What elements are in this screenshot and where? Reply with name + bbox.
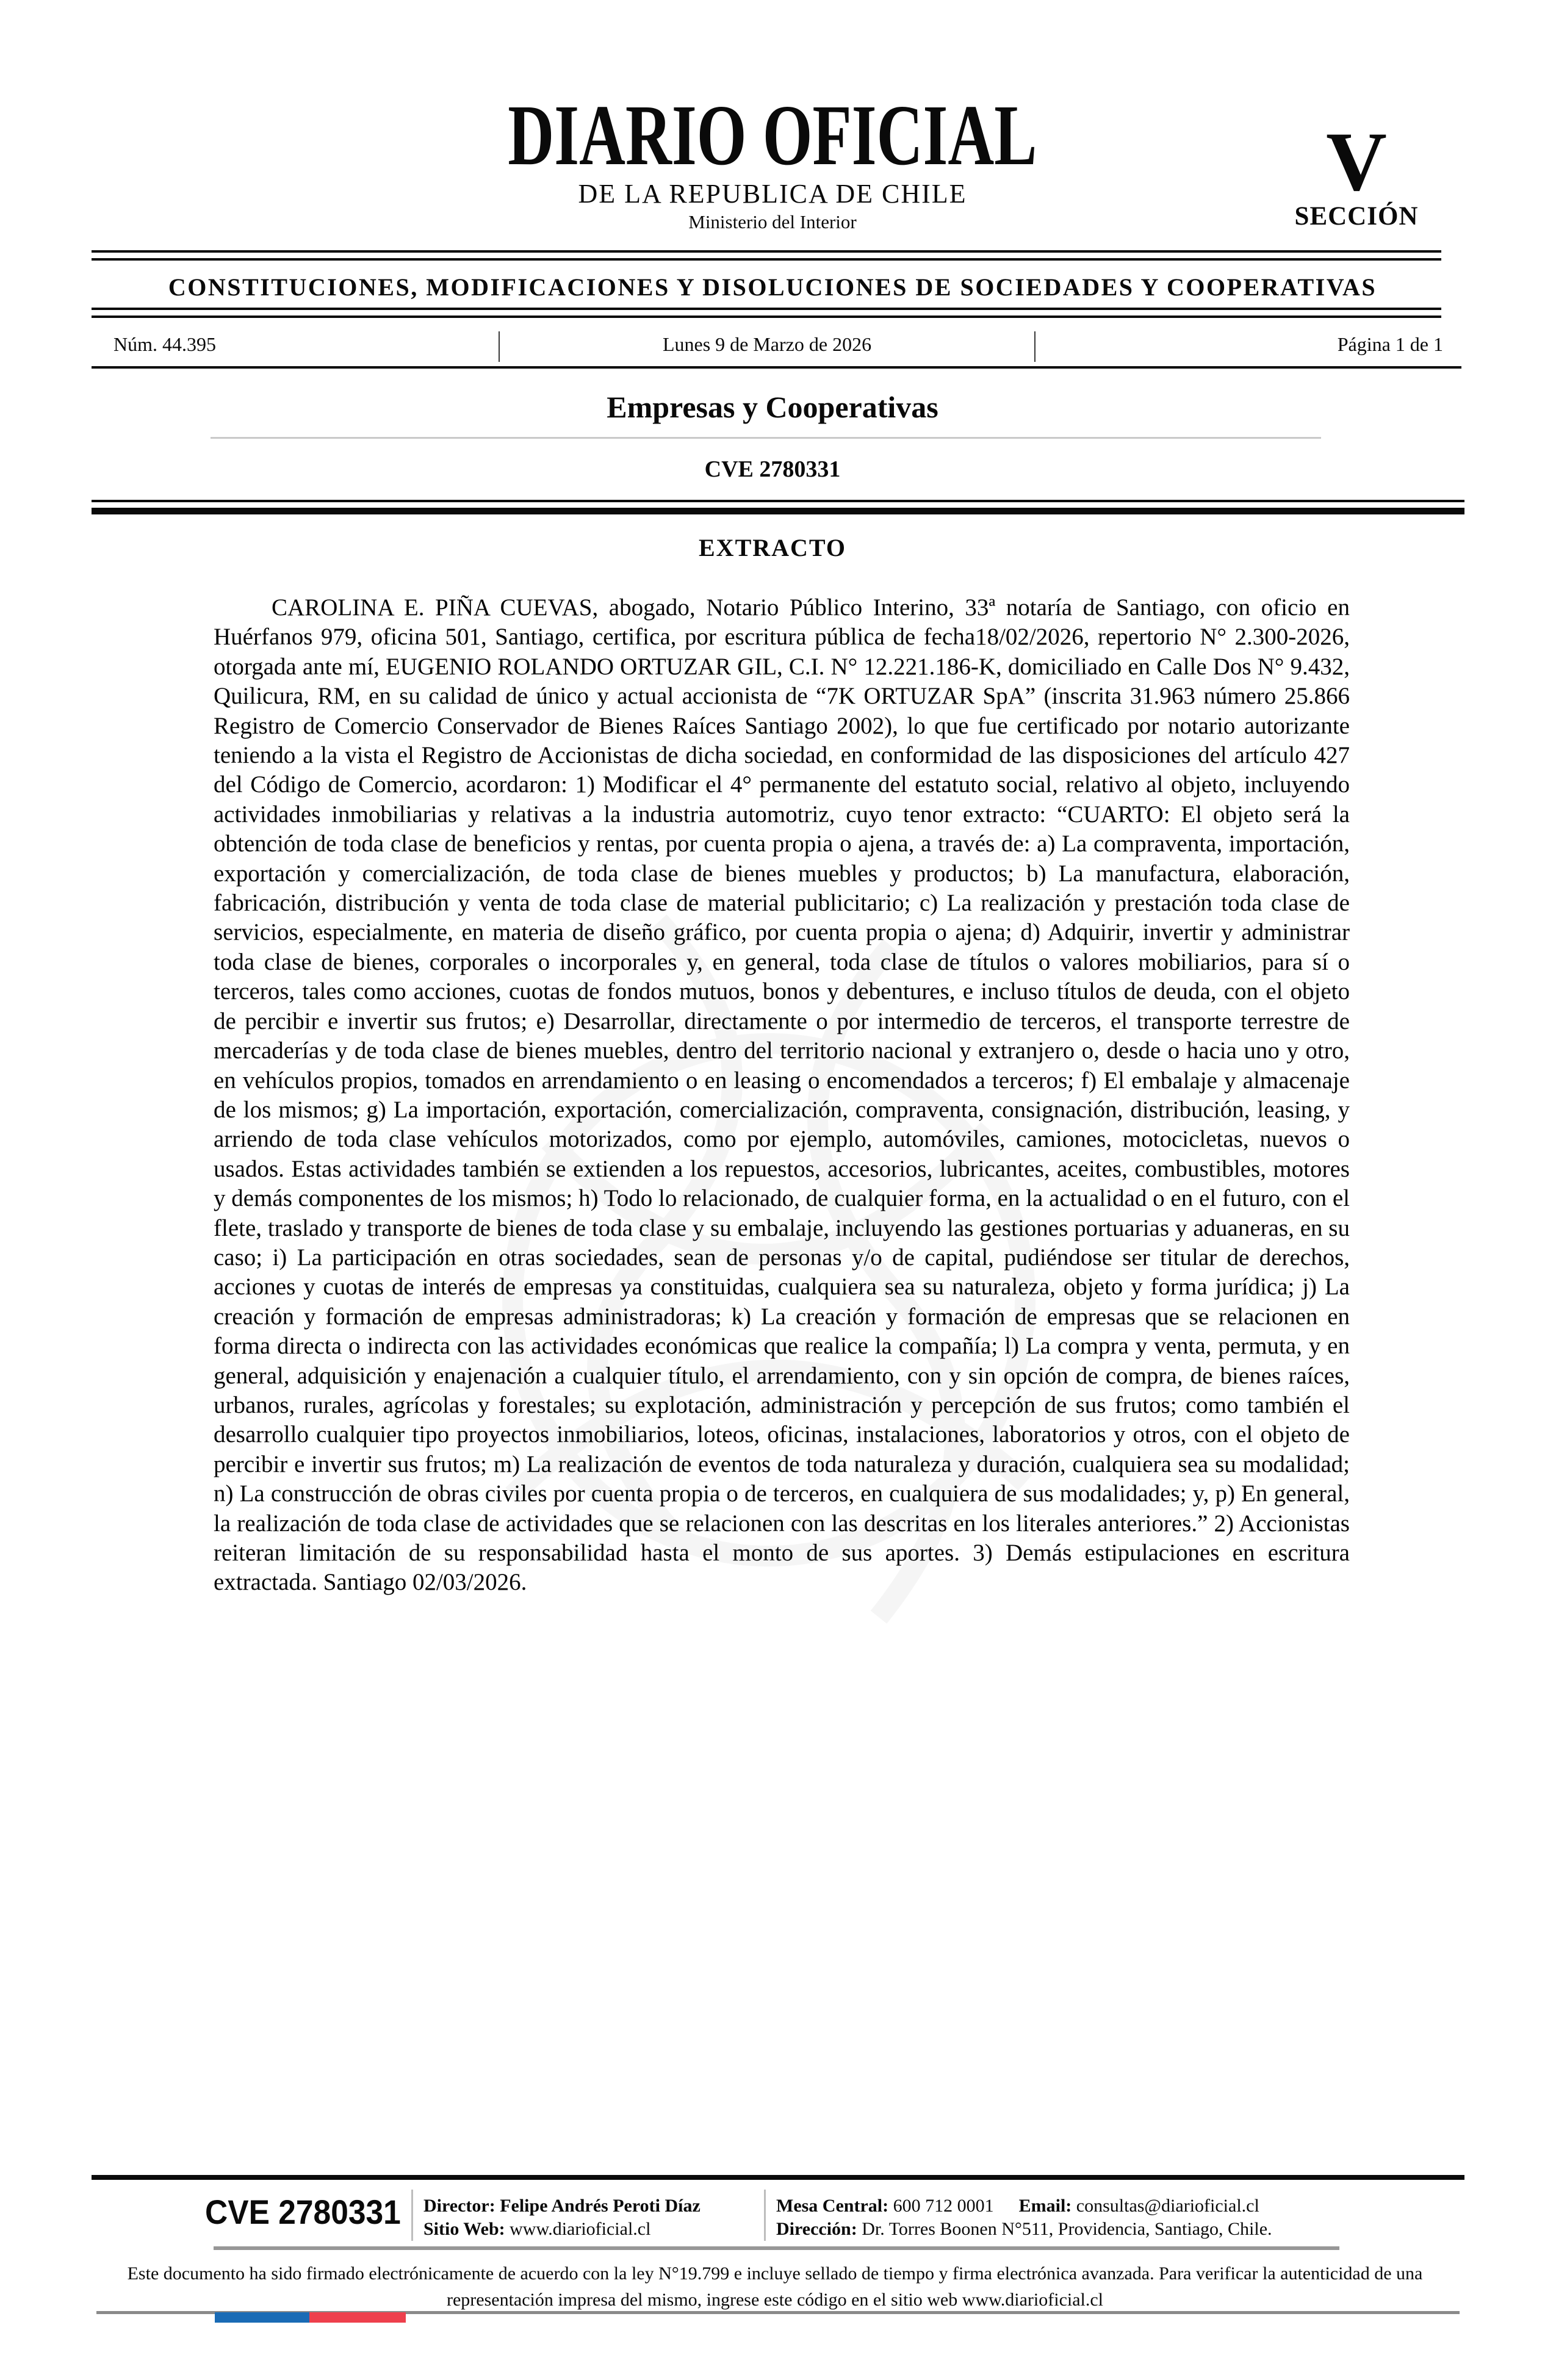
- flag-blue-bar: [215, 2312, 309, 2323]
- footer-director-value: Felipe Andrés Peroti Díaz: [500, 2196, 701, 2216]
- footer-top-rule: [92, 2175, 1464, 2180]
- footer-address-value: Dr. Torres Boonen N°511, Providencia, Santiago, Chile.: [862, 2219, 1272, 2239]
- footer-phone-value: 600 712 0001: [893, 2196, 994, 2216]
- category-title: Empresas y Cooperativas: [607, 390, 938, 424]
- meta-separator-right: [1034, 331, 1036, 362]
- footer-site-value: www.diarioficial.cl: [510, 2219, 651, 2239]
- page-indicator: Página 1 de 1: [1337, 333, 1443, 355]
- category-underline: [211, 437, 1321, 439]
- footer-address-line: [776, 2219, 1272, 2240]
- footer-phone-email-line: [776, 2196, 1259, 2216]
- section-numeral: V: [1326, 115, 1387, 208]
- footer-site-line: [423, 2219, 650, 2240]
- footer-site-label: Sitio Web:: [423, 2219, 505, 2239]
- header-rule-top-1: [92, 250, 1441, 253]
- header-rule-bottom-1: [92, 308, 1441, 310]
- masthead-title-text: DIARIO OFICIAL: [508, 87, 1037, 183]
- section-label: SECCIÓN: [1294, 202, 1419, 231]
- meta-bottom-rule: [92, 366, 1461, 369]
- extract-rule-thin: [92, 500, 1464, 502]
- masthead-ministry: Ministerio del Interior: [688, 211, 857, 233]
- footer-director-line: [423, 2196, 701, 2216]
- footer-phone-label: Mesa Central:: [776, 2196, 889, 2216]
- footer-mid-rule: [214, 2246, 1339, 2250]
- masthead-title: [92, 87, 1453, 183]
- masthead-subtitle: DE LA REPUBLICA DE CHILE: [578, 179, 967, 209]
- footer-address-label: Dirección:: [776, 2219, 857, 2239]
- footer-email-value: consultas@diarioficial.cl: [1076, 2196, 1259, 2216]
- header-rule-bottom-2: [92, 316, 1441, 318]
- issue-date: Lunes 9 de Marzo de 2026: [662, 333, 872, 355]
- extract-title: EXTRACTO: [699, 534, 846, 561]
- footer-director-label: Director:: [423, 2196, 495, 2216]
- meta-separator-left: [499, 331, 500, 362]
- banner-heading: CONSTITUCIONES, MODIFICACIONES Y DISOLUCIONES DE SOCIEDADES Y COOPERATIVAS: [168, 273, 1377, 301]
- footer-email-label: Email:: [1018, 2196, 1072, 2216]
- extract-body-paragraph: CAROLINA E. PIÑA CUEVAS, abogado, Notario Público Interino, 33ª notaría de Santiago, con oficio en Huérfanos 979, oficina 501, Santiago, certifica, por escritura pública de fecha18/02/2026, repertorio N° 2.300-2026, otorgada ante mí, EUGENIO ROLANDO ORTUZAR GIL, C.I. N° 12.221.186-K, domiciliado en Calle Dos N° 9.432, Quilicura, RM, en su calidad de único y actual accionista de “7K ORTUZAR SpA” (inscrita 31.963 número 25.866 Registro de Comercio Conservador de Bienes Raíces Santiago 2002), lo que fue certificado por notario autorizante teniendo a la vista el Registro de Accionistas de dicha sociedad, en conformidad de las disposiciones del artículo 427 del Código de Comercio, acordaron: 1) Modificar el 4° permanente del estatuto social, relativo al objeto, incluyendo actividades inmobiliarias y relativas a la industria automotriz, cuyo tenor extracto: “CUARTO: El objeto será la obtención de toda clase de beneficios y rentas, por cuenta propia o ajena, a través de: a) La compraventa, importación, exportación y comercialización, de toda clase de bienes muebles y productos; b) La manufactura, elaboración, fabricación, distribución y venta de toda clase de material publicitario; c) La realización y prestación toda clase de servicios, especialmente, en materia de diseño gráfico, por cuenta propia o ajena; d) Adquirir, invertir y administrar toda clase de bienes, corporales o incorporales y, en general, toda clase de títulos o valores mobiliarios, para sí o terceros, tales como acciones, cuotas de fondos mutuos, bonos y debentures, e incluso títulos de deuda, con el objeto de percibir e invertir sus frutos; e) Desarrollar, directamente o por intermedio de terceros, el transporte terrestre de mercaderías y de toda clase de bienes muebles, dentro del territorio nacional y extranjero o, desde o hacia uno y otro, en vehículos propios, tomados en arrendamiento o en leasing o encomendados a terceros; f) El embalaje y almacenaje de los mismos; g) La importación, exportación, comercialización, compraventa, consignación, distribución, leasing, y arriendo de toda clase vehículos motorizados, como por ejemplo, automóviles, camiones, motocicletas, nuevos o usados. Estas actividades también se extienden a los repuestos, accesorios, lubricantes, aceites, combustibles, motores y demás componentes de los mismos; h) Todo lo relacionado, de cualquier forma, en la actualidad o en el futuro, con el flete, traslado y transporte de bienes de toda clase y su embalaje, incluyendo las gestiones portuarias y aduaneras, en su caso; i) La participación en otras sociedades, sean de personas y/o de capital, pudiéndose ser titular de derechos, acciones y cuotas de interés de empresas ya constituidas, cualquiera sea su naturaleza, objeto y forma jurídica; j) La creación y formación de empresas administradoras; k) La creación y formación de empresas que se relacionen en forma directa o indirecta con las actividades económicas que realice la compañía; l) La compra y venta, permuta, y en general, adquisición y enajenación a cualquier título, el arrendamiento, con y sin opción de compra, de bienes raíces, urbanos, rurales, agrícolas y forestales; su explotación, administración y percepción de sus frutos; como también el desarrollo cualquier tipo proyectos inmobiliarios, loteos, oficinas, instalaciones, laboratorios y otros, con el objeto de percibir e invertir sus frutos; m) La realización de eventos de toda naturaleza y duración, cualquiera sea su modalidad; n) La construcción de obras civiles por cuenta propia o de terceros, en cualquiera de sus modalidades; y, p) En general, la realización de toda clase de actividades que se relacionen con las descritas en los literales anteriores.” 2) Accionistas reiteran limitación de su responsabilidad hasta el monto de sus aportes. 3) Demás estipulaciones en escritura extractada. Santiago 02/03/2026.: [214, 594, 1350, 1596]
- footer-cve: CVE 2780331: [205, 2193, 401, 2231]
- cve-heading: CVE 2780331: [704, 456, 841, 482]
- flag-red-bar: [309, 2312, 406, 2323]
- legal-notice: Este documento ha sido firmado electrónicamente de acuerdo con la ley N°19.799 e incluye sellado de tiempo y firma electrónica avanzada. Para verificar la autenticidad de una representación impresa del mismo, ingrese este código en el sitio web www.diarioficial.cl: [127, 2263, 1423, 2310]
- footer-separator-right: [764, 2190, 766, 2241]
- footer-separator-left: [411, 2190, 413, 2241]
- header-rule-top-2: [92, 258, 1441, 261]
- issue-number: Núm. 44.395: [113, 333, 216, 355]
- extract-rule-thick: [92, 508, 1464, 514]
